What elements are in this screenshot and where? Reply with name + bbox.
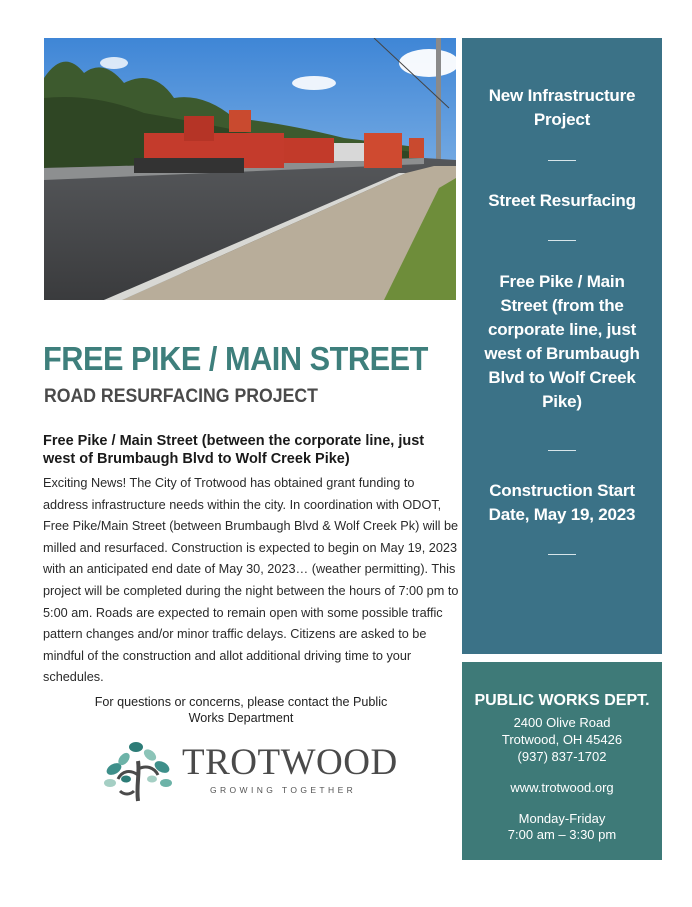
website-link[interactable]: www.trotwood.org (510, 780, 614, 795)
logo-tagline: GROWING TOGETHER (210, 785, 357, 795)
sidebar-location: Free Pike / Main Street (from the corporate line, just west of Brumbaugh Blvd to Wolf Creek Pike) (484, 272, 640, 411)
phone: (937) 837-1702 (517, 749, 607, 764)
dept-name: PUBLIC WORKS DEPT. (474, 692, 650, 709)
announcement-body: Exciting News! The City of Trotwood has obtained grant funding to address infrastructure needs within the city. In coordination with ODOT, Free Pike/Main Street (between Brumbaugh Blvd & Wolf Creek Pk) will be milled and resurfaced. Construction is expected to begin on May 19, 2023 with an anticipated end date of May 30, 2023… (weather permitting). This project will be completed during the night between the hours of 7:00 pm to 5:00 am. Roads are expected to remain open with some possible traffic pattern changes and/or minor traffic delays. Citizens are asked to be mindful of the construction and allot additional driving time to your schedules. (43, 476, 459, 685)
tree-icon (100, 735, 176, 803)
sidebar-start-date: Construction Start Date, May 19, 2023 (488, 481, 636, 524)
sidebar-divider (548, 240, 576, 241)
logo-wordmark: TROTWOOD (182, 742, 398, 783)
sidebar-project-title: New Infrastructure Project (488, 86, 636, 129)
office-hours: 7:00 am – 3:30 pm (507, 827, 617, 842)
sidebar-divider (548, 450, 576, 451)
office-days: Monday-Friday (518, 811, 606, 826)
contact-prompt: For questions or concerns, please contact the Public Works Department (94, 695, 388, 725)
address-line-1: 2400 Olive Road (513, 715, 611, 730)
info-sidebar (462, 38, 662, 654)
road-paving-photo (44, 38, 456, 300)
page-subtitle: ROAD RESURFACING PROJECT (44, 386, 318, 407)
trotwood-logo (100, 735, 398, 805)
sidebar-divider (548, 554, 576, 555)
sidebar-divider (548, 160, 576, 161)
public-works-contact-box (462, 662, 662, 860)
section-title: Free Pike / Main Street (between the corporate line, just west of Brumbaugh Blvd to Wolf Creek Pike) (43, 433, 425, 467)
sidebar-street-resurfacing: Street Resurfacing (488, 191, 636, 210)
address-line-2: Trotwood, OH 45426 (501, 732, 623, 747)
page-title: FREE PIKE / MAIN STREET (43, 340, 428, 377)
